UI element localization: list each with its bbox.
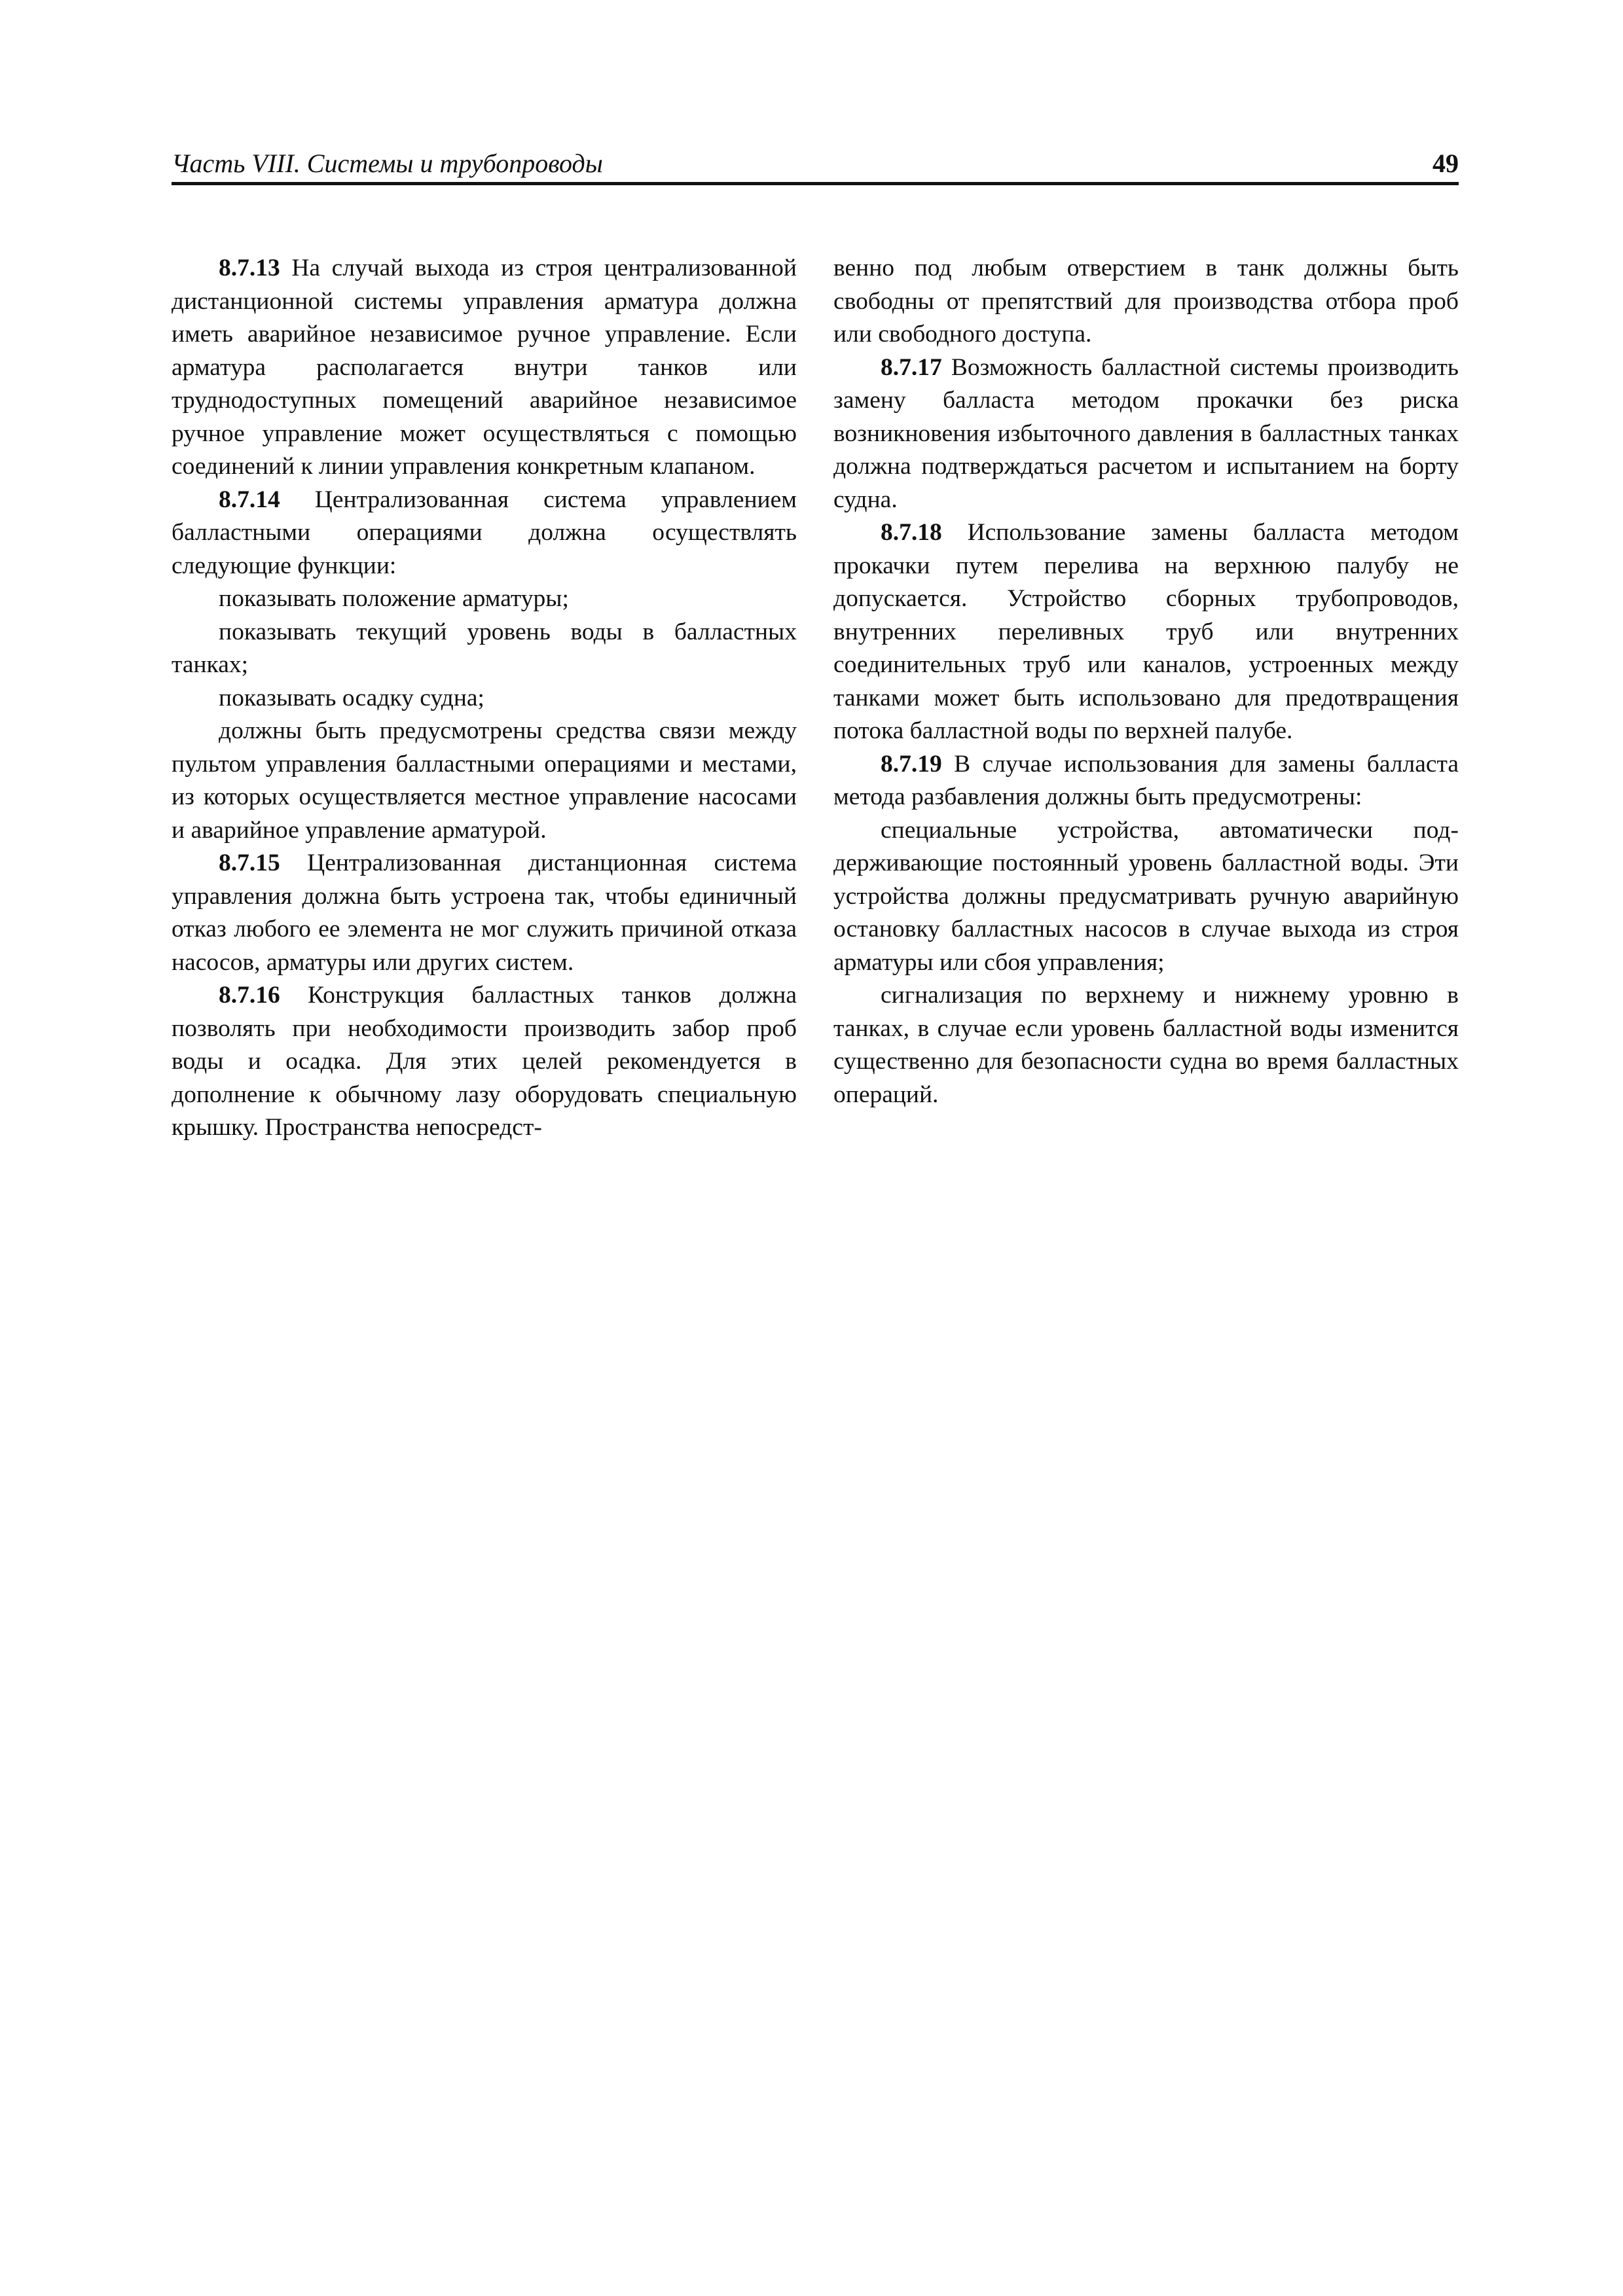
page-number: 49 [1432,149,1459,178]
paragraph-8-7-19 [833,748,1459,814]
clause-number: 8.7.14 [219,486,280,513]
clause-number: 8.7.18 [881,519,942,546]
paragraph-text: должны быть предусмотрены средства связи между пультом управления балластными операциями и местами, из которых осуществляется местное управление насосами и аварийное управление арматурой. [172,717,797,844]
list-item-communication [172,715,797,847]
right-column [833,252,1459,1111]
paragraph-text: Централизованная дистанционная система управления должна быть устроена так, чтобы единичный отказ любого ее элемента не мог служить причиной отказа насосов, арматуры или других систем. [172,850,797,976]
clause-number: 8.7.17 [881,353,942,381]
paragraph-text: показывать положение арматуры; [219,585,569,612]
paragraph-8-7-18 [833,516,1459,748]
paragraph-text: сигнализация по верхнему и нижнему уровню в танках, в случае если уровень балластной воды изменится существенно для безопасности судна во время балластных операций. [833,982,1459,1108]
paragraph-text: Возможность балластной системы производить замену балласта методом прокачки без риска возникновения избыточного давления в балластных танках должна подтверждаться расчетом и испытанием на борту судна. [833,353,1459,513]
paragraph-text: На случай выхода из строя централизованной дистанционной системы управления арматура должна иметь аварийное независимое ручное управление. Если арматура располагается внутри танков или труднодоступных помещений аварийное независимое ручное управление может осуществляться с помощью соединений к линии управления конкретным клапаном. [172,255,797,480]
left-column [172,252,797,1145]
list-item-armature-position [172,583,797,616]
paragraph-text: специальные устройства, автоматически поддерживающие постоянный уровень балластной воды. Эти устройства должны предусматривать ручную аварийную остановку балластных насосов в случае выхода из строя арматуры или сбоя управления; [833,816,1459,976]
running-title: Часть VIII. Системы и трубопроводы [172,149,603,178]
paragraph-text: венно под любым отверстием в танк должны быть свободны от препятствий для производства отбора проб или свободного доступа. [833,255,1459,348]
clause-number: 8.7.13 [219,255,280,281]
list-item-water-level [172,616,797,682]
paragraph-text: Конструкция балластных танков должна позволять при необходимости производить забор проб воды и осадка. Для этих целей рекомендуется в дополнение к обычному лазу оборудовать специальную крышку. Пространства непосредст- [172,982,797,1141]
paragraph-text: показывать осадку судна; [219,684,484,711]
paragraph-8-7-13 [172,252,797,484]
paragraph-8-7-17 [833,351,1459,517]
clause-number: 8.7.19 [881,750,942,778]
paragraph-text: Использование замены балласта методом прокачки путем перелива на верхнюю палубу не допускается. Устройство сборных трубопроводов, внутренних переливных труб или внутренних соединительных труб или каналов, устроенных между танками может быть использовано для предотвращения потока балластной воды по верхней палубе. [833,519,1459,744]
paragraph-text: В случае использования для замены балласта метода разбавления должны быть предусмотрены: [833,750,1459,810]
list-item-draught [172,682,797,715]
paragraph-continuation [833,252,1459,351]
list-item-level-alarm [833,979,1459,1111]
clause-number: 8.7.15 [219,850,280,876]
paragraph-text: показывать текущий уровень воды в балластных танках; [172,618,797,678]
paragraph-8-7-15 [172,847,797,979]
paragraph-8-7-16 [172,979,797,1145]
paragraph-8-7-14 [172,484,797,583]
clause-number: 8.7.16 [219,982,280,1009]
page-header [172,143,1459,185]
paragraph-text: Централизованная система управлением балластными операциями должна осуществлять следующие функции: [172,486,797,579]
list-item-level-devices [833,814,1459,980]
